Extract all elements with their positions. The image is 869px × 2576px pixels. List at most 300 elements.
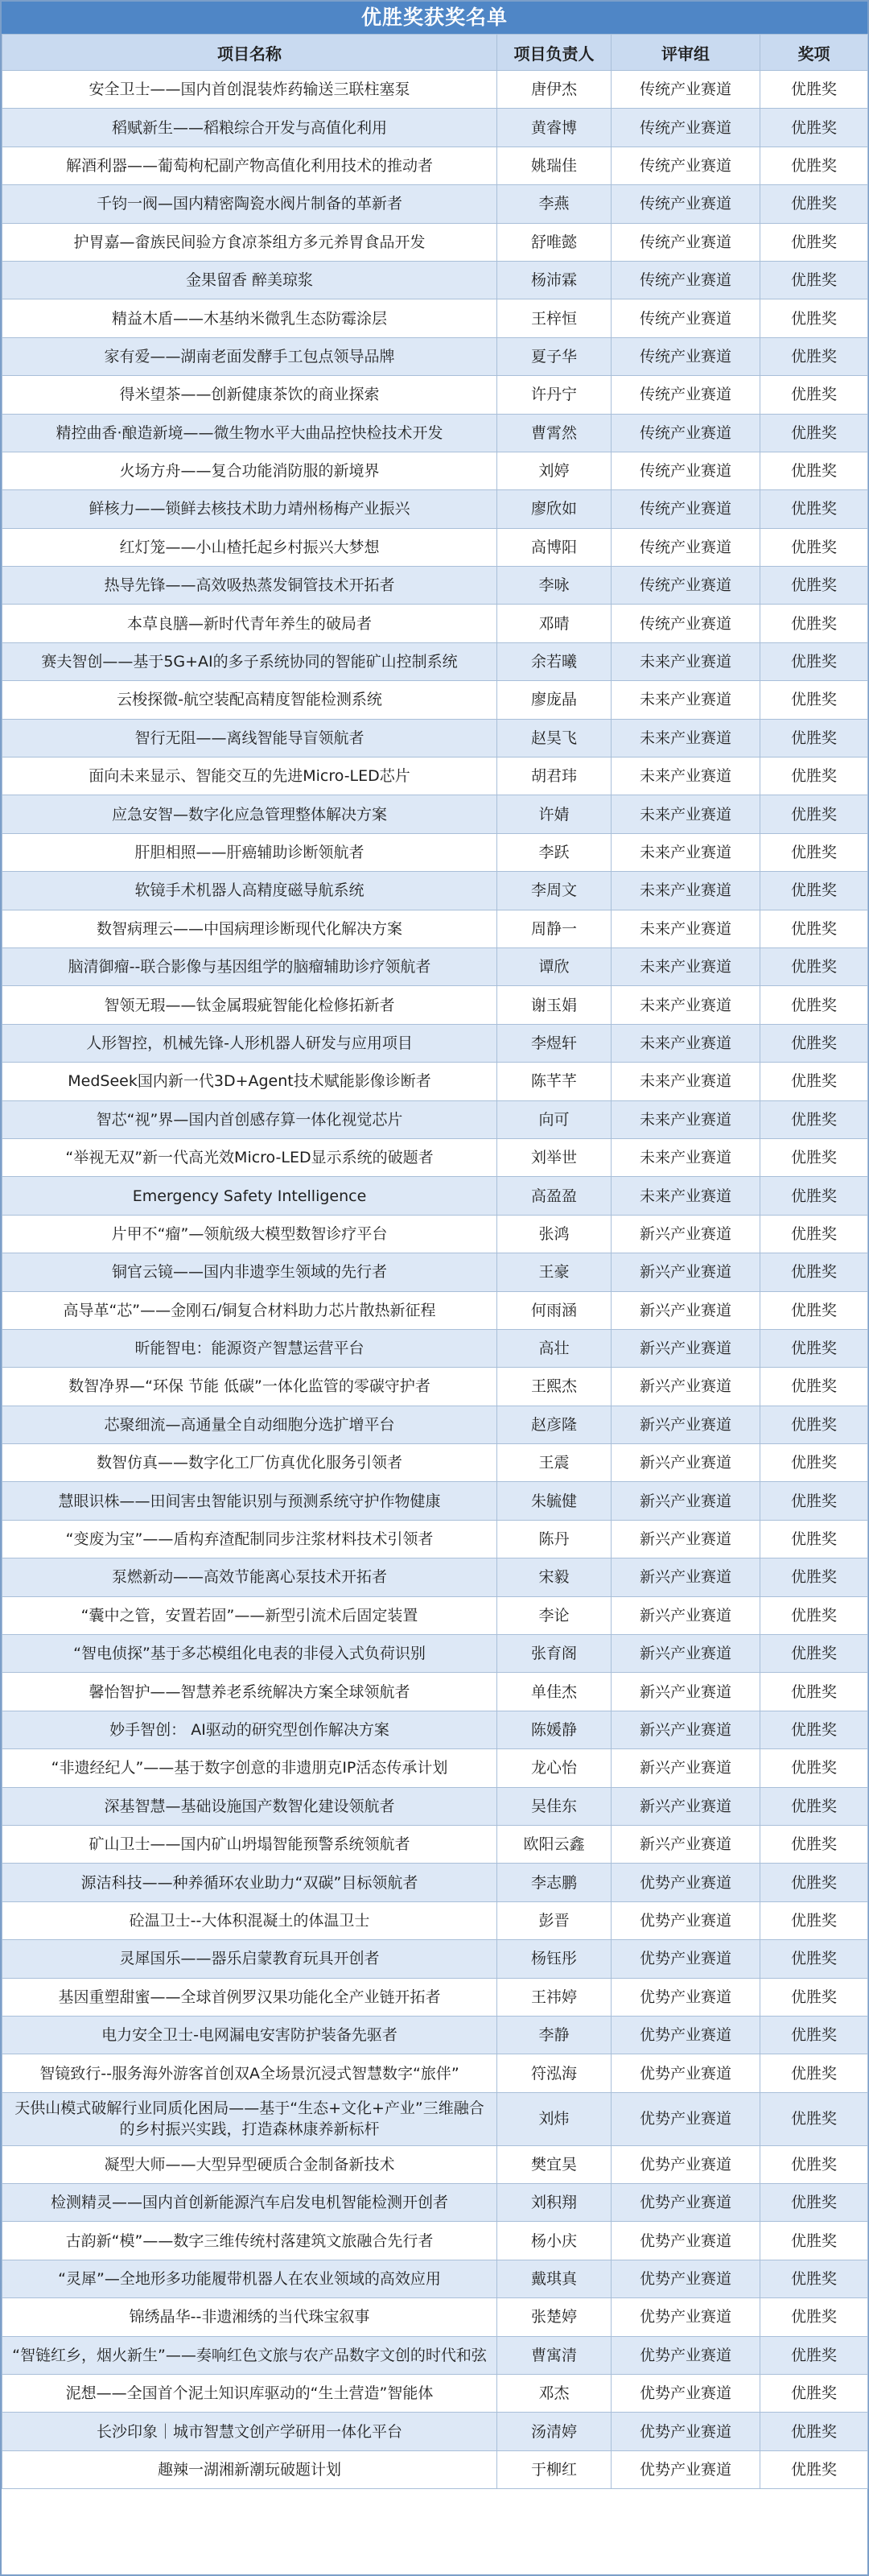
table-row <box>2 2145 868 2183</box>
project-name-cell: 凝型大师——大型异型硬质合金制备新技术 <box>2 2145 497 2183</box>
table-row <box>2 2336 868 2374</box>
review-group-cell: 新兴产业赛道 <box>612 1520 760 1558</box>
table-row <box>2 2092 868 2145</box>
table-row <box>2 567 868 605</box>
leader-cell: 高壮 <box>497 1329 612 1367</box>
review-group-cell: 优势产业赛道 <box>612 1940 760 1978</box>
leader-cell: 陈丹 <box>497 1520 612 1558</box>
table-row <box>2 833 868 871</box>
review-group-cell: 优势产业赛道 <box>612 2054 760 2092</box>
project-name-cell: 火场方舟——复合功能消防服的新境界 <box>2 452 497 489</box>
award-cell: 优胜奖 <box>760 1825 868 1863</box>
project-name-cell: 智镜致行--服务海外游客首创双A全场景沉浸式智慧数字“旅伴” <box>2 2054 497 2092</box>
leader-cell: 汤清婷 <box>497 2413 612 2450</box>
table-row <box>2 1024 868 1062</box>
review-group-cell: 新兴产业赛道 <box>612 1787 760 1825</box>
table-row <box>2 719 868 757</box>
award-cell: 优胜奖 <box>760 833 868 871</box>
leader-cell: 戴琪真 <box>497 2260 612 2297</box>
table-row <box>2 2016 868 2054</box>
table-row <box>2 1901 868 1939</box>
review-group-cell: 新兴产业赛道 <box>612 1749 760 1787</box>
project-name-cell: 慧眼识株——田间害虫智能识别与预测系统守护作物健康 <box>2 1482 497 1520</box>
project-name-cell: 源洁科技——种养循环农业助力“双碳”目标领航者 <box>2 1864 497 1901</box>
project-name-cell: 数智仿真——数字化工厂仿真优化服务引领者 <box>2 1444 497 1482</box>
review-group-cell: 新兴产业赛道 <box>612 1673 760 1711</box>
table-body <box>2 71 868 2489</box>
award-cell: 优胜奖 <box>760 1444 868 1482</box>
project-name-cell: 软镜手术机器人高精度磁导航系统 <box>2 872 497 910</box>
award-cell: 优胜奖 <box>760 2450 868 2488</box>
table-row <box>2 1596 868 1634</box>
table-row <box>2 947 868 985</box>
award-cell: 优胜奖 <box>760 1787 868 1825</box>
leader-cell: 赵彦隆 <box>497 1406 612 1443</box>
table-row <box>2 2450 868 2488</box>
table-row <box>2 2054 868 2092</box>
review-group-cell: 传统产业赛道 <box>612 376 760 414</box>
leader-cell: 樊宜昊 <box>497 2145 612 2183</box>
award-cell: 优胜奖 <box>760 986 868 1024</box>
review-group-cell: 传统产业赛道 <box>612 490 760 528</box>
project-name-cell: “智电侦探”基于多芯模组化电表的非侵入式负荷识别 <box>2 1635 497 1673</box>
table-row <box>2 452 868 489</box>
project-name-cell: 鲜核力——锁鲜去核技术助力靖州杨梅产业振兴 <box>2 490 497 528</box>
leader-cell: 夏子华 <box>497 337 612 375</box>
project-name-cell: 稻赋新生——稻粮综合开发与高值化利用 <box>2 109 497 147</box>
review-group-cell: 优势产业赛道 <box>612 2092 760 2145</box>
project-name-cell: 脑清御瘤--联合影像与基因组学的脑瘤辅助诊疗领航者 <box>2 947 497 985</box>
review-group-cell: 优势产业赛道 <box>612 1864 760 1901</box>
award-cell: 优胜奖 <box>760 642 868 680</box>
leader-cell: 吴佳东 <box>497 1787 612 1825</box>
table-row <box>2 1673 868 1711</box>
table-row <box>2 1138 868 1176</box>
award-cell: 优胜奖 <box>760 2375 868 2413</box>
leader-cell: 刘积翔 <box>497 2184 612 2222</box>
leader-cell: 陈媛静 <box>497 1711 612 1748</box>
table-row <box>2 1940 868 1978</box>
award-cell: 优胜奖 <box>760 109 868 147</box>
table-row <box>2 1063 868 1100</box>
project-name-cell: 红灯笼——小山楂托起乡村振兴大梦想 <box>2 528 497 566</box>
award-cell: 优胜奖 <box>760 1635 868 1673</box>
review-group-cell: 优势产业赛道 <box>612 1978 760 2016</box>
table-row <box>2 1177 868 1215</box>
project-name-cell: 精控曲香·酿造新境——微生物水平大曲品控快检技术开发 <box>2 414 497 452</box>
award-cell: 优胜奖 <box>760 947 868 985</box>
project-name-cell: 智领无瑕——钛金属瑕疵智能化检修拓新者 <box>2 986 497 1024</box>
award-cell: 优胜奖 <box>760 1940 868 1978</box>
project-name-cell: 馨怡智护——智慧养老系统解决方案全球领航者 <box>2 1673 497 1711</box>
project-name-cell: 古韵新“模”——数字三维传统村落建筑文旅融合先行者 <box>2 2222 497 2260</box>
project-name-cell: “囊中之管，安置若固”——新型引流术后固定装置 <box>2 1596 497 1634</box>
review-group-cell: 传统产业赛道 <box>612 71 760 109</box>
project-name-cell: 得米望茶——创新健康茶饮的商业探索 <box>2 376 497 414</box>
leader-cell: 向可 <box>497 1100 612 1138</box>
project-name-cell: 家有爱——湖南老面发酵手工包点领导品牌 <box>2 337 497 375</box>
project-name-cell: 天供山模式破解行业同质化困局——基于“生态+文化+产业”三维融合的乡村振兴实践，打造森林康养新标杆 <box>2 2092 497 2145</box>
project-name-cell: “智链红乡，烟火新生”——奏响红色文旅与农产品数字文创的时代和弦 <box>2 2336 497 2374</box>
leader-cell: 谢玉娟 <box>497 986 612 1024</box>
leader-cell: 许婧 <box>497 795 612 833</box>
award-cell: 优胜奖 <box>760 2092 868 2145</box>
table-row <box>2 147 868 184</box>
review-group-cell: 未来产业赛道 <box>612 986 760 1024</box>
column-header-review-group: 评审组 <box>612 35 760 71</box>
review-group-cell: 未来产业赛道 <box>612 872 760 910</box>
award-cell: 优胜奖 <box>760 2222 868 2260</box>
review-group-cell: 未来产业赛道 <box>612 947 760 985</box>
award-cell: 优胜奖 <box>760 1864 868 1901</box>
leader-cell: 王梓恒 <box>497 299 612 337</box>
award-cell: 优胜奖 <box>760 2054 868 2092</box>
award-cell: 优胜奖 <box>760 910 868 947</box>
award-cell: 优胜奖 <box>760 490 868 528</box>
project-name-cell: 智芯“视”界—国内首创感存算一体化视觉芯片 <box>2 1100 497 1138</box>
table-row <box>2 605 868 642</box>
review-group-cell: 新兴产业赛道 <box>612 1406 760 1443</box>
column-header-project-name: 项目名称 <box>2 35 497 71</box>
award-cell: 优胜奖 <box>760 2413 868 2450</box>
project-name-cell: 应急安智—数字化应急管理整体解决方案 <box>2 795 497 833</box>
table-row <box>2 1978 868 2016</box>
header-row <box>2 35 868 71</box>
column-header-award: 奖项 <box>760 35 868 71</box>
project-name-cell: 长沙印象｜城市智慧文创产学研用一体化平台 <box>2 2413 497 2450</box>
leader-cell: 舒唯懿 <box>497 223 612 261</box>
leader-cell: 欧阳云鑫 <box>497 1825 612 1863</box>
leader-cell: 于柳红 <box>497 2450 612 2488</box>
award-cell: 优胜奖 <box>760 719 868 757</box>
project-name-cell: 泵燃新动——高效节能离心泵技术开拓者 <box>2 1558 497 1596</box>
review-group-cell: 优势产业赛道 <box>612 2222 760 2260</box>
review-group-cell: 新兴产业赛道 <box>612 1635 760 1673</box>
project-name-cell: 灵犀国乐——器乐启蒙教育玩具开创者 <box>2 1940 497 1978</box>
page-title: 优胜奖获奖名单 <box>2 2 867 34</box>
leader-cell: 王祎婷 <box>497 1978 612 2016</box>
leader-cell: 张楚婷 <box>497 2298 612 2336</box>
leader-cell: 胡君玮 <box>497 758 612 795</box>
award-cell: 优胜奖 <box>760 2298 868 2336</box>
review-group-cell: 传统产业赛道 <box>612 185 760 223</box>
leader-cell: 宋毅 <box>497 1558 612 1596</box>
award-cell: 优胜奖 <box>760 1215 868 1253</box>
review-group-cell: 新兴产业赛道 <box>612 1596 760 1634</box>
leader-cell: 何雨涵 <box>497 1291 612 1329</box>
leader-cell: 曹霄然 <box>497 414 612 452</box>
leader-cell: 李志鹏 <box>497 1864 612 1901</box>
project-name-cell: 趣辣一湖湘新潮玩破题计划 <box>2 2450 497 2488</box>
table-row <box>2 1864 868 1901</box>
award-cell: 优胜奖 <box>760 1711 868 1748</box>
review-group-cell: 优势产业赛道 <box>612 1901 760 1939</box>
leader-cell: 刘炜 <box>497 2092 612 2145</box>
review-group-cell: 传统产业赛道 <box>612 299 760 337</box>
table-row <box>2 681 868 719</box>
review-group-cell: 新兴产业赛道 <box>612 1291 760 1329</box>
table-row <box>2 261 868 299</box>
table-header <box>2 35 868 71</box>
review-group-cell: 未来产业赛道 <box>612 1024 760 1062</box>
table-row <box>2 1520 868 1558</box>
review-group-cell: 新兴产业赛道 <box>612 1329 760 1367</box>
project-name-cell: 芯聚细流—高通量全自动细胞分选扩增平台 <box>2 1406 497 1443</box>
award-cell: 优胜奖 <box>760 1368 868 1406</box>
review-group-cell: 传统产业赛道 <box>612 567 760 605</box>
project-name-cell: 安全卫士——国内首创混装炸药输送三联柱塞泵 <box>2 71 497 109</box>
award-cell: 优胜奖 <box>760 2336 868 2374</box>
table-row <box>2 490 868 528</box>
award-cell: 优胜奖 <box>760 1291 868 1329</box>
leader-cell: 李周文 <box>497 872 612 910</box>
review-group-cell: 传统产业赛道 <box>612 223 760 261</box>
review-group-cell: 优势产业赛道 <box>612 2336 760 2374</box>
project-name-cell: 数智净界—“环保 节能 低碳”一体化监管的零碳守护者 <box>2 1368 497 1406</box>
table-row <box>2 872 868 910</box>
leader-cell: 张鸿 <box>497 1215 612 1253</box>
leader-cell: 唐伊杰 <box>497 71 612 109</box>
project-name-cell: 昕能智电：能源资产智慧运营平台 <box>2 1329 497 1367</box>
table-row <box>2 986 868 1024</box>
project-name-cell: 数智病理云——中国病理诊断现代化解决方案 <box>2 910 497 947</box>
project-name-cell: 泥想——全国首个泥土知识库驱动的“生土营造”智能体 <box>2 2375 497 2413</box>
award-cell: 优胜奖 <box>760 223 868 261</box>
review-group-cell: 未来产业赛道 <box>612 833 760 871</box>
award-cell: 优胜奖 <box>760 1138 868 1176</box>
review-group-cell: 传统产业赛道 <box>612 528 760 566</box>
table-row <box>2 910 868 947</box>
review-group-cell: 未来产业赛道 <box>612 1100 760 1138</box>
table-row <box>2 758 868 795</box>
award-cell: 优胜奖 <box>760 1063 868 1100</box>
leader-cell: 姚瑞佳 <box>497 147 612 184</box>
award-cell: 优胜奖 <box>760 2184 868 2222</box>
table-row <box>2 1825 868 1863</box>
leader-cell: 李论 <box>497 1596 612 1634</box>
project-name-cell: “变废为宝”——盾构弃渣配制同步注浆材料技术引领者 <box>2 1520 497 1558</box>
award-cell: 优胜奖 <box>760 758 868 795</box>
review-group-cell: 优势产业赛道 <box>612 2016 760 2054</box>
review-group-cell: 传统产业赛道 <box>612 452 760 489</box>
table-row <box>2 642 868 680</box>
project-name-cell: 面向未来显示、智能交互的先进Micro-LED芯片 <box>2 758 497 795</box>
award-cell: 优胜奖 <box>760 299 868 337</box>
project-name-cell: 精益木盾——木基纳米微乳生态防霉涂层 <box>2 299 497 337</box>
leader-cell: 王熙杰 <box>497 1368 612 1406</box>
review-group-cell: 优势产业赛道 <box>612 2260 760 2297</box>
table-row <box>2 299 868 337</box>
project-name-cell: 检测精灵——国内首创新能源汽车启发电机智能检测开创者 <box>2 2184 497 2222</box>
review-group-cell: 未来产业赛道 <box>612 642 760 680</box>
award-cell: 优胜奖 <box>760 376 868 414</box>
review-group-cell: 优势产业赛道 <box>612 2450 760 2488</box>
table-row <box>2 1329 868 1367</box>
award-cell: 优胜奖 <box>760 872 868 910</box>
review-group-cell: 优势产业赛道 <box>612 2184 760 2222</box>
project-name-cell: 赛夫智创——基于5G+AI的多子系统协同的智能矿山控制系统 <box>2 642 497 680</box>
leader-cell: 刘婷 <box>497 452 612 489</box>
award-cell: 优胜奖 <box>760 567 868 605</box>
leader-cell: 赵昊飞 <box>497 719 612 757</box>
project-name-cell: “非遗经纪人”——基于数字创意的非遗朋克IP活态传承计划 <box>2 1749 497 1787</box>
review-group-cell: 新兴产业赛道 <box>612 1711 760 1748</box>
table-row <box>2 2222 868 2260</box>
project-name-cell: 云梭探微-航空装配高精度智能检测系统 <box>2 681 497 719</box>
review-group-cell: 新兴产业赛道 <box>612 1215 760 1253</box>
award-cell: 优胜奖 <box>760 337 868 375</box>
project-name-cell: 矿山卫士——国内矿山坍塌智能预警系统领航者 <box>2 1825 497 1863</box>
project-name-cell: 高导革“芯”——金刚石/铜复合材料助力芯片散热新征程 <box>2 1291 497 1329</box>
project-name-cell: 解酒利器——葡萄枸杞副产物高值化利用技术的推动者 <box>2 147 497 184</box>
review-group-cell: 新兴产业赛道 <box>612 1444 760 1482</box>
leader-cell: 单佳杰 <box>497 1673 612 1711</box>
award-cell: 优胜奖 <box>760 1749 868 1787</box>
table-row <box>2 185 868 223</box>
project-name-cell: 热导先锋——高效吸热蒸发铜管技术开拓者 <box>2 567 497 605</box>
award-cell: 优胜奖 <box>760 1177 868 1215</box>
award-cell: 优胜奖 <box>760 1978 868 2016</box>
award-cell: 优胜奖 <box>760 1558 868 1596</box>
project-name-cell: 妙手智创： AI驱动的研究型创作解决方案 <box>2 1711 497 1748</box>
leader-cell: 李跃 <box>497 833 612 871</box>
table-row <box>2 2413 868 2450</box>
review-group-cell: 传统产业赛道 <box>612 605 760 642</box>
project-name-cell: 砼温卫士--大体积混凝土的体温卫士 <box>2 1901 497 1939</box>
table-row <box>2 528 868 566</box>
project-name-cell: 肝胆相照——肝癌辅助诊断领航者 <box>2 833 497 871</box>
review-group-cell: 未来产业赛道 <box>612 795 760 833</box>
table-row <box>2 1291 868 1329</box>
review-group-cell: 未来产业赛道 <box>612 1138 760 1176</box>
award-cell: 优胜奖 <box>760 1024 868 1062</box>
table-row <box>2 1253 868 1291</box>
table-row <box>2 1558 868 1596</box>
review-group-cell: 未来产业赛道 <box>612 910 760 947</box>
leader-cell: 余若曦 <box>497 642 612 680</box>
leader-cell: 邓晴 <box>497 605 612 642</box>
leader-cell: 邓杰 <box>497 2375 612 2413</box>
leader-cell: 杨沛霖 <box>497 261 612 299</box>
leader-cell: 李煜轩 <box>497 1024 612 1062</box>
award-cell: 优胜奖 <box>760 414 868 452</box>
table-row <box>2 1711 868 1748</box>
project-name-cell: “举视无双”新一代高光效Micro-LED显示系统的破题者 <box>2 1138 497 1176</box>
award-cell: 优胜奖 <box>760 681 868 719</box>
award-cell: 优胜奖 <box>760 1253 868 1291</box>
project-name-cell: 铜官云镜——国内非遗孪生领域的先行者 <box>2 1253 497 1291</box>
review-group-cell: 优势产业赛道 <box>612 2375 760 2413</box>
leader-cell: 王豪 <box>497 1253 612 1291</box>
review-group-cell: 优势产业赛道 <box>612 2298 760 2336</box>
table-row <box>2 1635 868 1673</box>
award-cell: 优胜奖 <box>760 71 868 109</box>
leader-cell: 高盈盈 <box>497 1177 612 1215</box>
leader-cell: 张育阁 <box>497 1635 612 1673</box>
award-cell: 优胜奖 <box>760 1406 868 1443</box>
review-group-cell: 传统产业赛道 <box>612 109 760 147</box>
review-group-cell: 传统产业赛道 <box>612 261 760 299</box>
table-row <box>2 1100 868 1138</box>
leader-cell: 周静一 <box>497 910 612 947</box>
table-row <box>2 109 868 147</box>
leader-cell: 廖欣如 <box>497 490 612 528</box>
project-name-cell: 基因重塑甜蜜——全球首例罗汉果功能化全产业链开拓者 <box>2 1978 497 2016</box>
table-row <box>2 2375 868 2413</box>
award-cell: 优胜奖 <box>760 2016 868 2054</box>
table-row <box>2 223 868 261</box>
project-name-cell: 片甲不“瘤”—领航级大模型数智诊疗平台 <box>2 1215 497 1253</box>
award-cell: 优胜奖 <box>760 452 868 489</box>
table-row <box>2 71 868 109</box>
award-cell: 优胜奖 <box>760 261 868 299</box>
leader-cell: 符泓海 <box>497 2054 612 2092</box>
review-group-cell: 新兴产业赛道 <box>612 1253 760 1291</box>
leader-cell: 谭欣 <box>497 947 612 985</box>
project-name-cell: “灵犀”—全地形多功能履带机器人在农业领域的高效应用 <box>2 2260 497 2297</box>
project-name-cell: Emergency Safety Intelligence <box>2 1177 497 1215</box>
review-group-cell: 新兴产业赛道 <box>612 1482 760 1520</box>
award-cell: 优胜奖 <box>760 2145 868 2183</box>
leader-cell: 李静 <box>497 2016 612 2054</box>
review-group-cell: 未来产业赛道 <box>612 1063 760 1100</box>
project-name-cell: 锦绣晶华--非遗湘绣的当代珠宝叙事 <box>2 2298 497 2336</box>
leader-cell: 杨小庆 <box>497 2222 612 2260</box>
review-group-cell: 传统产业赛道 <box>612 337 760 375</box>
leader-cell: 李咏 <box>497 567 612 605</box>
award-cell: 优胜奖 <box>760 1673 868 1711</box>
leader-cell: 黄睿博 <box>497 109 612 147</box>
project-name-cell: 护胃嘉—畲族民间验方食凉茶组方多元养胃食品开发 <box>2 223 497 261</box>
table-row <box>2 337 868 375</box>
project-name-cell: MedSeek国内新一代3D+Agent技术赋能影像诊断者 <box>2 1063 497 1100</box>
award-cell: 优胜奖 <box>760 147 868 184</box>
review-group-cell: 新兴产业赛道 <box>612 1368 760 1406</box>
project-name-cell: 深基智慧—基础设施国产数智化建设领航者 <box>2 1787 497 1825</box>
review-group-cell: 未来产业赛道 <box>612 758 760 795</box>
review-group-cell: 新兴产业赛道 <box>612 1558 760 1596</box>
leader-cell: 李燕 <box>497 185 612 223</box>
table-row <box>2 1749 868 1787</box>
project-name-cell: 人形智控，机械先锋-人形机器人研发与应用项目 <box>2 1024 497 1062</box>
award-cell: 优胜奖 <box>760 185 868 223</box>
award-cell: 优胜奖 <box>760 1100 868 1138</box>
leader-cell: 陈芊芊 <box>497 1063 612 1100</box>
leader-cell: 彭晋 <box>497 1901 612 1939</box>
table-row <box>2 414 868 452</box>
review-group-cell: 优势产业赛道 <box>612 2145 760 2183</box>
project-name-cell: 本草良膳—新时代青年养生的破局者 <box>2 605 497 642</box>
leader-cell: 王震 <box>497 1444 612 1482</box>
review-group-cell: 优势产业赛道 <box>612 2413 760 2450</box>
leader-cell: 曹寓清 <box>497 2336 612 2374</box>
project-name-cell: 金果留香 醉美琼浆 <box>2 261 497 299</box>
review-group-cell: 传统产业赛道 <box>612 147 760 184</box>
leader-cell: 刘举世 <box>497 1138 612 1176</box>
table-row <box>2 1215 868 1253</box>
table-row <box>2 2260 868 2297</box>
column-header-leader: 项目负责人 <box>497 35 612 71</box>
award-cell: 优胜奖 <box>760 795 868 833</box>
table-row <box>2 1482 868 1520</box>
project-name-cell: 千钧一阀—国内精密陶瓷水阀片制备的革新者 <box>2 185 497 223</box>
award-cell: 优胜奖 <box>760 605 868 642</box>
leader-cell: 朱毓健 <box>497 1482 612 1520</box>
review-group-cell: 传统产业赛道 <box>612 414 760 452</box>
review-group-cell: 新兴产业赛道 <box>612 1825 760 1863</box>
award-cell: 优胜奖 <box>760 1520 868 1558</box>
project-name-cell: 电力安全卫士-电网漏电安害防护装备先驱者 <box>2 2016 497 2054</box>
